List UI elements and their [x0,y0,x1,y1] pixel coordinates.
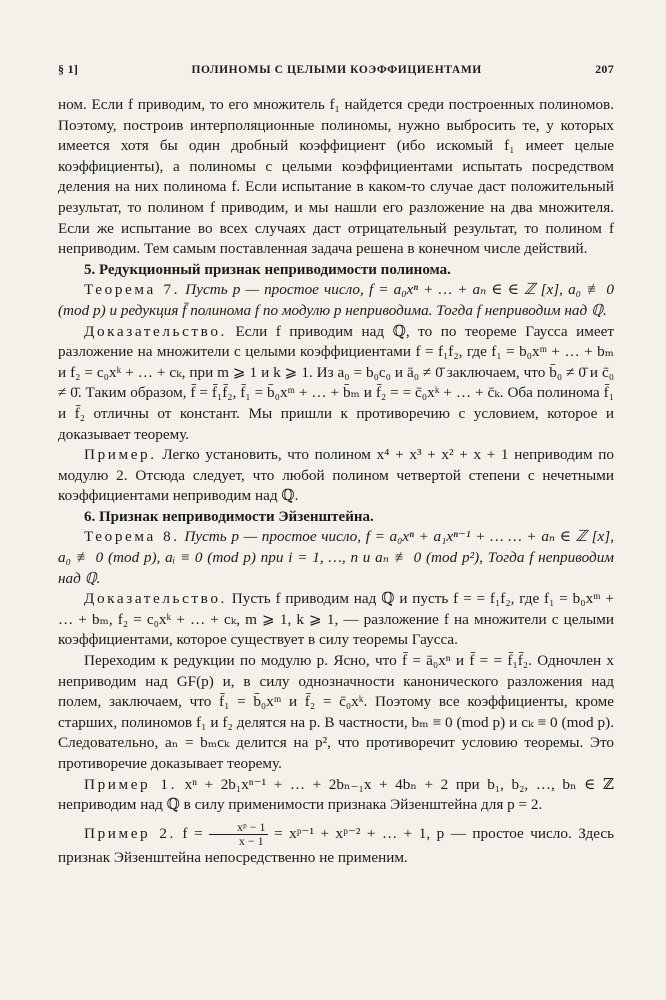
example-eisenstein-1 [58,775,614,816]
example-eisenstein-2 [58,821,614,869]
proof-7-label: Доказательство. [84,322,227,340]
example-eisenstein-2-label: Пример 2. [84,824,176,842]
example-1-text: Легко установить, что полином x⁴ + x³ + x² + x + 1 неприводим по модулю 2. Отсюда следует, что любой полином четвертой степени с нечетными коэффициентами неприводим над ℚ. [58,446,614,505]
fraction [209,821,268,848]
formula-lhs: f = [182,824,203,842]
theorem-7-label: Теорема 7. [84,281,181,299]
example-1 [58,445,614,507]
page-number: 207 [595,62,614,76]
example-eisenstein-2-text: = xᵖ⁻¹ + xᵖ⁻² + … + 1, p — простое число. Здесь признак Эйзенштейна непосредственно не применим. [58,824,614,866]
theorem-8-label: Теорема 8. [84,528,180,546]
proof-7-text: Если f приводим над ℚ, то по теореме Гаусса имеет разложение на множители с целыми коэффициентами f = f₁f₂, где f₁ = b₀xᵐ + … + bₘ и f₂ = c₀xᵏ + … + cₖ, при m ⩾ 1 и k ⩾ 1. Из a₀ = b₀c₀ и ā₀ ≠ 0̄ заключаем, что b̄₀ ≠ 0̄ и c̄₀ ≠ 0̄. Таким образом, f̄ = f̄₁f̄₂, f̄₁ = b̄₀xᵐ + … + b̄ₘ и f̄₂ = = c̄₀xᵏ + … + c̄ₖ. Оба полинома f̄₁ и f̄₂ отличны от констант. Мы пришли к противоречию с условием, которое и доказывает теорему. [58,322,615,443]
example-eisenstein-1-text: xⁿ + 2b₁xⁿ⁻¹ + … + 2bₙ₋₁x + 4bₙ + 2 при b₁, b₂, …, bₙ ∈ ℤ неприводим над ℚ в силу применимости признака Эйзенштейна для p = 2. [58,775,614,814]
page-body [58,95,614,868]
fraction-denominator: x − 1 [238,833,264,848]
book-page [58,62,614,868]
section-number: § 1] [58,62,79,76]
example-1-label: Пример. [84,446,157,464]
section-heading-6: 6. Признак неприводимости Эйзенштейна. [84,508,374,525]
example-eisenstein-1-label: Пример 1. [84,775,178,793]
paragraph-continuation: ном. Если f приводим, то его множитель f₁ найдется среди построенных полиномов. Поэтому, построив интерполяционные полиномы, нужно выбросить те, у которых имеется хотя бы один дробный коэффициент (ибо искомый f₁ имеет целые коэффициенты), а полиномы с целыми коэффициентами испытать посредством деления на них полинома f. Если испытание в каком-то случае даст положительный результат, то полином f приводим, и мы нашли его разложение на два множителя. Если же испытание во всех случаях даст отрицательный результат, то полином f неприводим. Тем самым поставленная задача решена в конечном числе действий. [58,96,614,258]
running-title: ПОЛИНОМЫ С ЦЕЛЫМИ КОЭФФИЦИЕНТАМИ [191,64,482,76]
proof-8-label: Доказательство. [84,590,227,608]
theorem-7 [58,280,614,321]
theorem-8 [58,527,614,589]
theorem-7-statement: Пусть p — простое число, f = a₀xⁿ + … + aₙ ∈ ∈ ℤ [x], a₀ ≢ 0 (mod p) и редукция f̄ полинома f по модулю p неприводима. Тогда f неприводим над ℚ. [58,281,614,319]
theorem-8-statement: Пусть p — простое число, f = a₀xⁿ + a₁xⁿ⁻¹ + … … + aₙ ∈ ℤ [x], a₀ ≢ 0 (mod p), aᵢ ≡ 0 (mod p) при i = 1, …, n и aₙ ≢ 0 (mod p²), Тогда f неприводим над ℚ. [58,528,615,587]
proof-8 [58,589,614,651]
fraction-numerator: xᵖ − 1 [209,821,268,835]
section-heading-5: 5. Редукционный признак неприводимости полинома. [84,261,451,278]
proof-7 [58,322,614,446]
proof-8-text: Пусть f приводим над ℚ и пусть f = = f₁f₂, где f₁ = b₀xᵐ + … + bₘ, f₂ = c₀xᵏ + … + cₖ, m ⩾ 1, k ⩾ 1, — разложение f на множители с целыми коэффициентами, которое существует в силу теоремы Гаусса. [58,590,614,649]
paragraph-reduction: Переходим к редукции по модулю p. Ясно, что f̄ = ā₀xⁿ и f̄ = = f̄₁f̄₂. Одночлен x неприводим над GF(p) и, в силу однозначности канонического разложения над полем, заключаем, что f̄₁ = b̄₀xᵐ и f̄₂ = c̄₀xᵏ. Поэтому все коэффициенты, кроме старших, полиномов f₁ и f₂ делятся на p. В частности, bₘ ≡ 0 (mod p) и cₖ ≡ 0 (mod p). Следовательно, aₙ = bₘcₖ делится на p², что противоречит условию теоремы. Это противоречие доказывает теорему. [58,652,614,772]
page-header [58,62,614,77]
